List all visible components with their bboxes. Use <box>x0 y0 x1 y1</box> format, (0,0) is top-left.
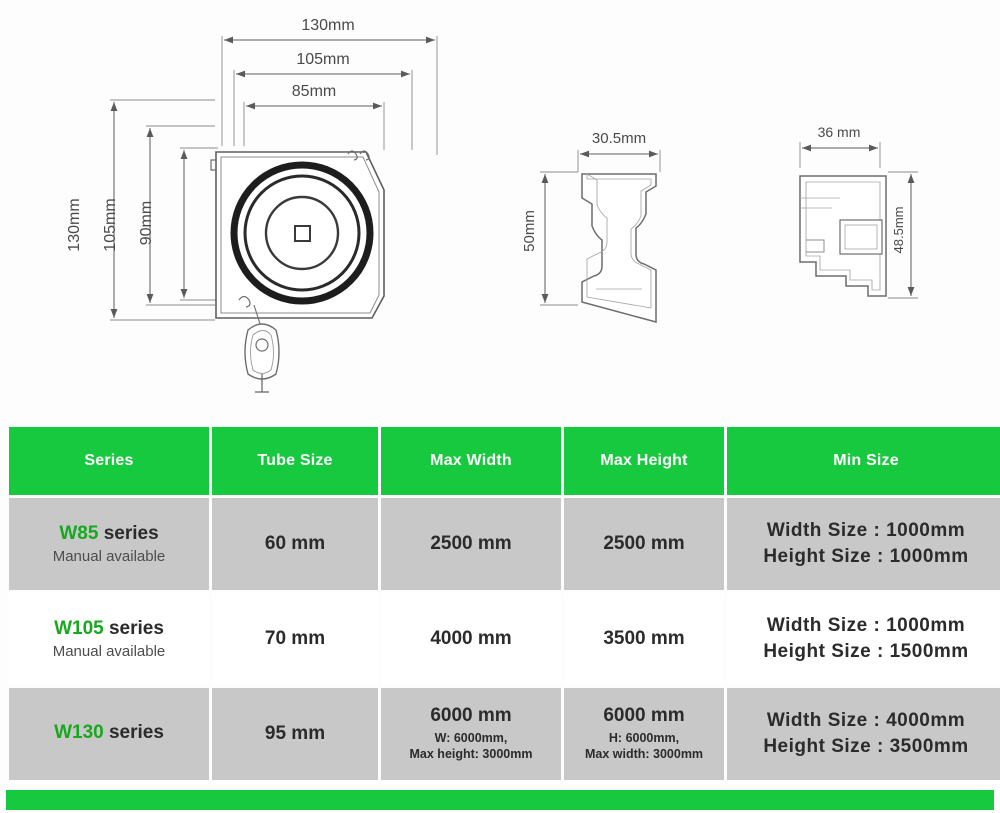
cell-max-width: 2500 mm <box>381 498 561 590</box>
max-width-note: W: 6000mm, Max height: 3000mm <box>409 731 533 761</box>
cell-tube-size: 60 mm <box>212 498 378 590</box>
series-word: series <box>108 617 164 639</box>
min-height-text: Height Size : 3500mm <box>763 736 969 757</box>
header-min-size: Min Size <box>727 427 1000 495</box>
cell-tube-size: 95 mm <box>212 688 378 780</box>
dim-label-bar-height: 48.5mm <box>891 206 906 254</box>
dim-label-bar-width: 36 mm <box>817 124 861 140</box>
cell-min-size <box>727 688 1000 780</box>
cell-max-height: 2500 mm <box>564 498 724 590</box>
dim-label-width-85: 85mm <box>291 83 337 100</box>
max-height-value: 6000 mm <box>603 705 685 727</box>
max-height-note: H: 6000mm, Max width: 3000mm <box>584 731 704 761</box>
header-tube-size: Tube Size <box>212 427 378 495</box>
cell-series <box>9 593 209 685</box>
max-width-value: 6000 mm <box>430 705 512 727</box>
min-width-text: Width Size : 1000mm <box>766 615 966 637</box>
min-width-text: Width Size : 4000mm <box>766 710 966 732</box>
series-word: series <box>103 522 159 544</box>
min-width-text: Width Size : 1000mm <box>766 520 966 542</box>
min-height-text: Height Size : 1500mm <box>763 641 969 662</box>
dim-label-rail-height: 50mm <box>521 210 538 252</box>
header-max-height: Max Height <box>564 427 724 495</box>
dim-label-height-130: 130mm <box>66 198 83 252</box>
spec-table <box>6 424 1000 783</box>
min-height-text: Height Size : 1000mm <box>763 546 969 567</box>
dim-label-width-130: 130mm <box>301 17 355 34</box>
dim-label-height-90: 90mm <box>138 200 155 246</box>
cell-series <box>9 688 209 780</box>
dim-label-height-105: 105mm <box>102 198 119 252</box>
table-row <box>9 498 1000 590</box>
table-row <box>9 593 1000 685</box>
cell-max-height <box>564 688 724 780</box>
series-note: Manual available <box>52 642 166 660</box>
table-row <box>9 688 1000 780</box>
series-word: series <box>108 721 164 743</box>
series-note: Manual available <box>52 547 166 565</box>
header-series: Series <box>9 427 209 495</box>
series-code: W105 <box>54 617 104 639</box>
dim-label-rail-width: 30.5mm <box>591 130 647 147</box>
footer-accent-bar <box>6 790 994 810</box>
cell-max-width <box>381 688 561 780</box>
dim-label-width-105: 105mm <box>296 51 350 68</box>
series-code: W130 <box>54 721 104 743</box>
table-header-row <box>9 427 1000 495</box>
cell-min-size <box>727 593 1000 685</box>
header-max-width: Max Width <box>381 427 561 495</box>
cell-series <box>9 498 209 590</box>
cell-max-height: 3500 mm <box>564 593 724 685</box>
cell-tube-size: 70 mm <box>212 593 378 685</box>
series-code: W85 <box>59 522 99 544</box>
cell-min-size <box>727 498 1000 590</box>
cell-max-width: 4000 mm <box>381 593 561 685</box>
